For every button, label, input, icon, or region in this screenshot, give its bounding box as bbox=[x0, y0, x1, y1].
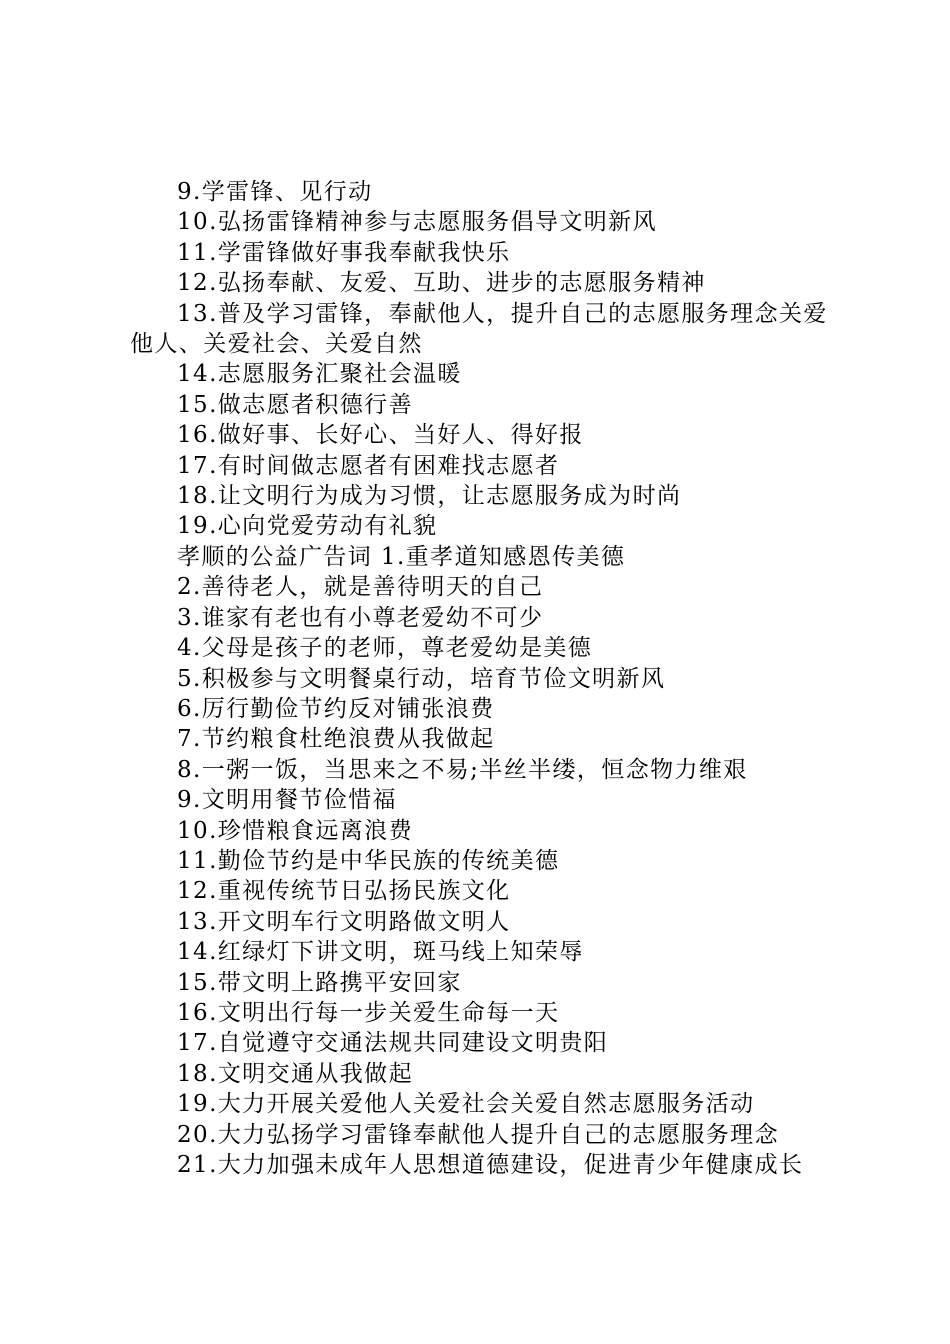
list-item: 19.心向党爱劳动有礼貌 bbox=[177, 513, 438, 540]
list-item: 19.大力开展关爱他人关爱社会关爱自然志愿服务活动 bbox=[177, 1091, 755, 1118]
list-item: 21.大力加强未成年人思想道德建设，促进青少年健康成长 bbox=[177, 1152, 804, 1178]
list-item: 2.善待老人，就是善待明天的自己 bbox=[177, 574, 544, 601]
list-item: 15.带文明上路携平安回家 bbox=[177, 969, 462, 996]
list-item: 18.文明交通从我做起 bbox=[177, 1060, 413, 1087]
list-item: 12.弘扬奉献、友爱、互助、进步的志愿服务精神 bbox=[177, 270, 706, 297]
list-item: 14.红绿灯下讲文明，斑马线上知荣辱 bbox=[177, 939, 584, 966]
section-heading: 孝顺的公益广告词 1.重孝道知感恩传美德 bbox=[177, 543, 626, 570]
list-item: 10.弘扬雷锋精神参与志愿服务倡导文明新风 bbox=[177, 209, 657, 236]
list-item: 11.勤俭节约是中华民族的传统美德 bbox=[177, 847, 560, 874]
list-item: 16.做好事、长好心、当好人、得好报 bbox=[177, 422, 584, 449]
list-item: 10.珍惜粮食远离浪费 bbox=[177, 817, 413, 844]
list-item: 4.父母是孩子的老师，尊老爱幼是美德 bbox=[177, 635, 593, 662]
list-item: 17.有时间做志愿者有困难找志愿者 bbox=[177, 452, 560, 479]
document-body bbox=[130, 177, 830, 1180]
list-item: 6.厉行勤俭节约反对铺张浪费 bbox=[177, 695, 495, 722]
list-item: 8.一粥一饭，当思来之不易;半丝半缕，恒念物力维艰 bbox=[177, 756, 748, 783]
list-item: 12.重视传统节日弘扬民族文化 bbox=[177, 878, 511, 905]
list-item: 15.做志愿者积德行善 bbox=[177, 391, 413, 418]
list-item: 9.文明用餐节俭惜福 bbox=[177, 787, 397, 814]
list-item: 14.志愿服务汇聚社会温暖 bbox=[177, 361, 462, 388]
list-item: 9.学雷锋、见行动 bbox=[177, 179, 373, 205]
list-item: 17.自觉遵守交通法规共同建设文明贵阳 bbox=[177, 1030, 609, 1057]
list-item: 13.普及学习雷锋，奉献他人，提升自己的志愿服务理念关爱他人、关爱社会、关爱自然 bbox=[130, 300, 828, 358]
list-item: 13.开文明车行文明路做文明人 bbox=[177, 908, 511, 935]
list-item: 7.节约粮食杜绝浪费从我做起 bbox=[177, 726, 495, 753]
list-item: 11.学雷锋做好事我奉献我快乐 bbox=[177, 239, 511, 266]
list-item: 16.文明出行每一步关爱生命每一天 bbox=[177, 999, 560, 1026]
list-item: 3.谁家有老也有小尊老爱幼不可少 bbox=[177, 604, 544, 631]
list-item: 20.大力弘扬学习雷锋奉献他人提升自己的志愿服务理念 bbox=[177, 1121, 779, 1148]
list-item: 5.积极参与文明餐桌行动，培育节俭文明新风 bbox=[177, 665, 666, 692]
list-item: 18.让文明行为成为习惯，让志愿服务成为时尚 bbox=[177, 483, 682, 510]
